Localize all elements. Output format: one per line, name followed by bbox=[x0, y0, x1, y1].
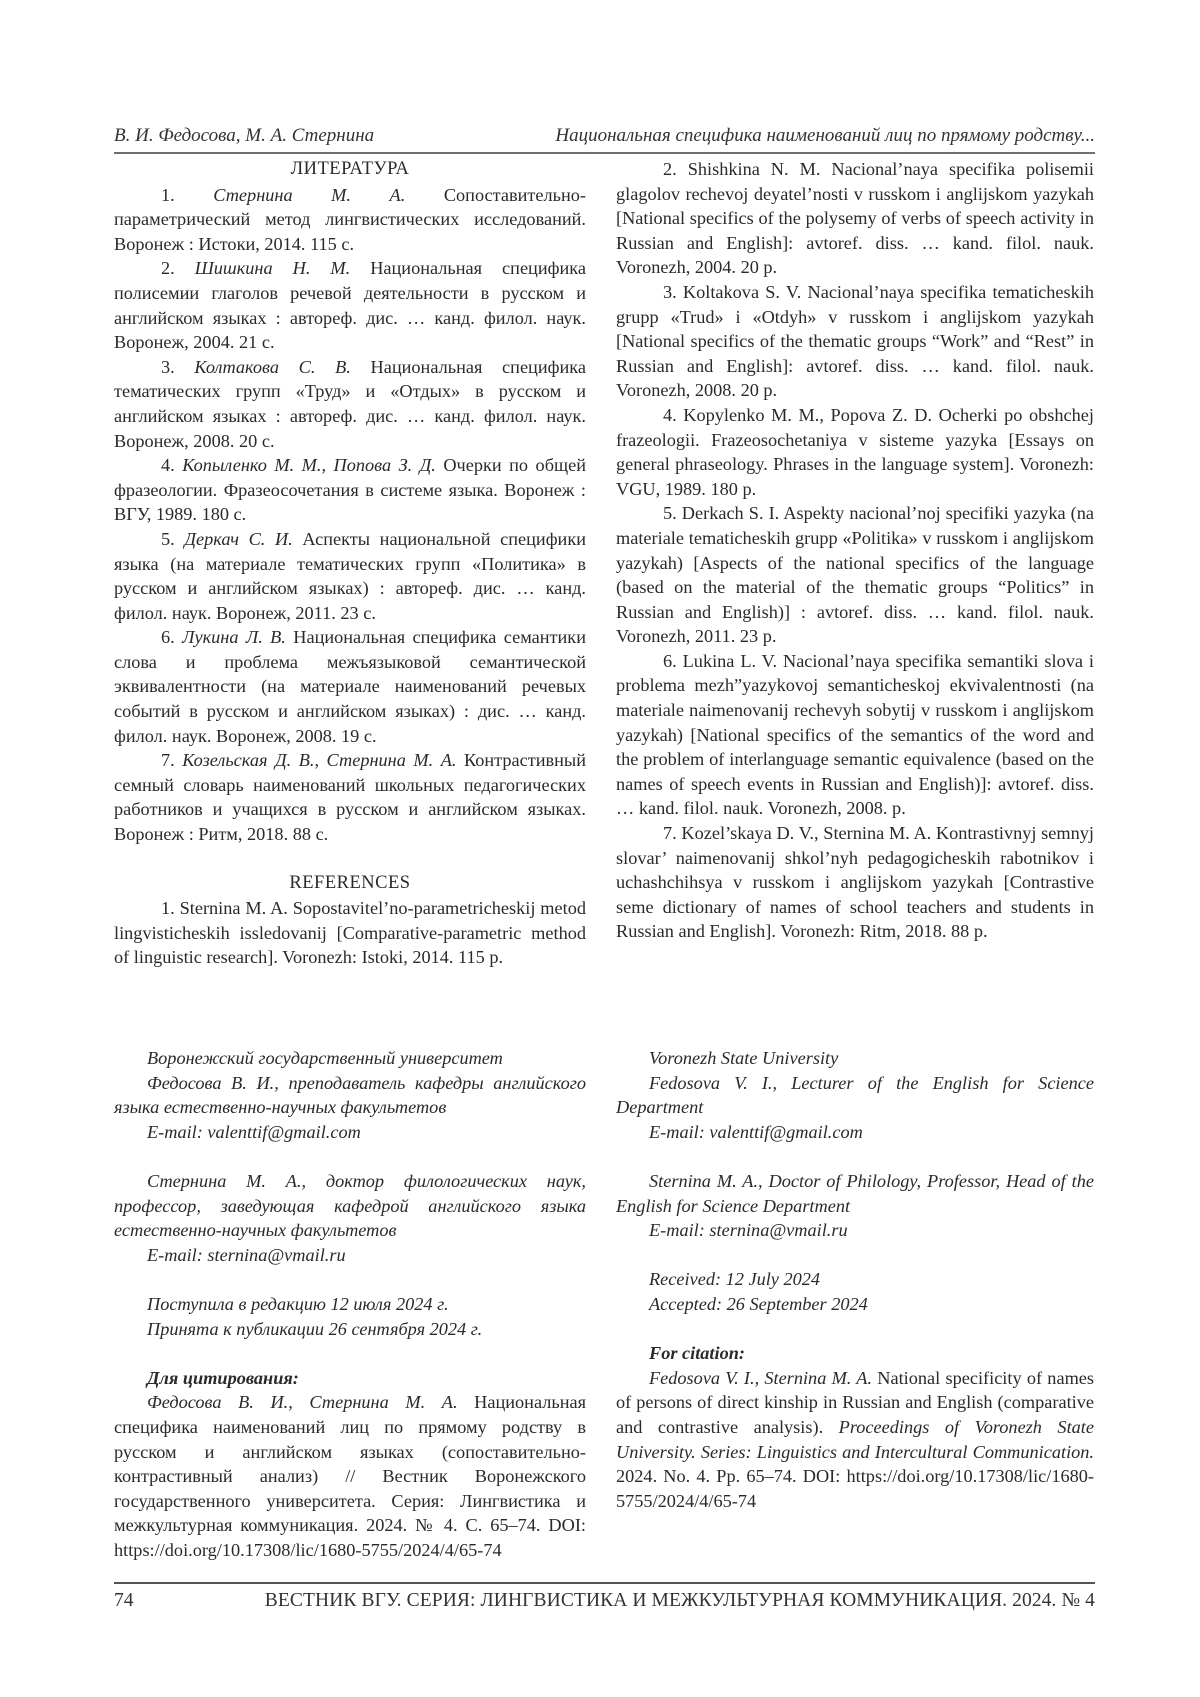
literature-item: 1. Стернина М. А. Сопоставительно-параметрический метод лингвистических исследований. Воронеж : Истоки, 2014. 115 с. bbox=[114, 184, 586, 254]
received-date: Received: 12 July 2024 bbox=[649, 1269, 821, 1290]
ref-author: Копыленко М. М., Попова З. Д. bbox=[182, 455, 436, 476]
reference-item: 2. Shishkina N. M. Nacional’naya specifika polisemii glagolov rechevoj deyatel’nosti v russkom i anglijskom yazykah [National specifics of the polysemy of verbs of speech activity in Russian and English]: avtoref. diss. … kand. filol. nauk. Voronezh, 2004. 20 p. bbox=[616, 159, 1094, 278]
reference-item: 1. Sternina M. A. Sopostavitel’no-parametricheskij metod lingvisticheskih issledovanij [Comparative-parametric method of linguistic research]. Voronezh: Istoki, 2014. 115 p. bbox=[114, 898, 586, 968]
reference-item: 7. Kozel’skaya D. V., Sternina M. A. Kontrastivnyj semnyj slovar’ naimenovanij shkol’nyh pedagogicheskih rabotnikov i uchashchihsya v russkom i anglijskom yazykah [Contrastive seme dictionary of names of school teachers and students in Russian and English]. Voronezh: Ritm, 2018. 88 p. bbox=[616, 823, 1094, 942]
author-email[interactable]: E-mail: sternina@vmail.ru bbox=[147, 1244, 346, 1265]
author-email[interactable]: E-mail: valenttif@gmail.com bbox=[147, 1121, 361, 1142]
received-date: Поступила в редакцию 12 июля 2024 г. bbox=[147, 1293, 449, 1314]
reference-item: 6. Lukina L. V. Nacional’naya specifika semantiki slova i problema mezh”yazykovoj semanticheskoj ekvivalentnosti (na materiale naimenovanij rechevyh sobytij v russkom i anglijskom yazykah) [National specifics of the semantics of the word and the problem of interlanguage semantic equivalence (based on the names of speech events in Russian and English)]: avtoref. diss. … kand. filol. nauk. Voronezh, 2008. p. bbox=[616, 650, 1094, 819]
reference-item: 4. Kopylenko M. M., Popova Z. D. Ocherki po obshchej frazeologii. Frazeosochetaniya v sisteme yazyka [Essays on general phraseology. Phrases in the language system]. Voronezh: VGU, 1989. 180 p. bbox=[616, 404, 1094, 499]
journal-title: ВЕСТНИК ВГУ. СЕРИЯ: ЛИНГВИСТИКА И МЕЖКУЛЬТУРНАЯ КОММУНИКАЦИЯ. 2024. № 4 bbox=[264, 1590, 1095, 1611]
citation-text: Fedosova V. I., Sternina M. A. National specificity of names of persons of direct kinship in Russian and English (comparative and contrastive analysis). Proceedings of Voronezh State University. Series: Linguistics and Intercultural Communication. 2024. No. 4. Pp. 65–74. DOI: https://doi.org/10.17308/lic/1680-5755/2024/4/65-74 bbox=[616, 1367, 1095, 1511]
citation-authors: Федосова В. И., Стернина М. А. bbox=[147, 1392, 458, 1413]
right-column bbox=[616, 157, 1094, 944]
citation-title: For citation: bbox=[649, 1343, 745, 1364]
affiliation-ru bbox=[114, 1046, 586, 1562]
citation-journal: Proceedings of Voronezh State University. Series: Linguistics and Intercultural Communication. bbox=[616, 1416, 1094, 1462]
footer-rule bbox=[114, 1582, 1095, 1584]
running-head bbox=[114, 125, 1095, 151]
literature-list bbox=[114, 183, 586, 847]
ref-author: Лукина Л. В. bbox=[182, 627, 286, 648]
affiliation-en bbox=[616, 1046, 1094, 1513]
reference-item: 5. Derkach S. I. Aspekty nacional’noj specifiki yazyka (na materiale tematicheskih grupp «Politika» v russkom i anglijskom yazykah) [Aspects of the national specifics of the language (based on the material of the thematic groups “Politics” in Russian and English)] : avtoref. diss. … kand. filol. nauk. Voronezh, 2011. 23 p. bbox=[616, 503, 1094, 647]
author-info: Fedosova V. I., Lecturer of the English for Science Department bbox=[616, 1072, 1094, 1118]
accepted-date: Accepted: 26 September 2024 bbox=[649, 1293, 868, 1314]
citation-text: Федосова В. И., Стернина М. А. Национальная специфика наименований лиц по прямому родству в русском и английском языках (сопоставительно-контрастивный анализ) // Вестник Воронежского государственного университета. Серия: Лингвистика и межкультурная коммуникация. 2024. № 4. С. 65–74. DOI: https://doi.org/10.17308/lic/1680-5755/2024/4/65-74 bbox=[114, 1392, 587, 1560]
author-info: Sternina M. A., Doctor of Philology, Professor, Head of the English for Science Department bbox=[616, 1170, 1094, 1216]
literature-item: 3. Колтакова С. В. Национальная специфика тематических групп «Труд» и «Отдых» в русском и английском языках : автореф. дис. … канд. филол. наук. Воронеж, 2008. 20 с. bbox=[114, 356, 586, 451]
page-number: 74 bbox=[114, 1590, 134, 1611]
university-name: Воронежский государственный университет bbox=[147, 1048, 503, 1068]
header-rule bbox=[114, 152, 1095, 154]
accepted-date: Принята к публикации 26 сентября 2024 г. bbox=[147, 1318, 483, 1339]
author-email[interactable]: E-mail: sternina@vmail.ru bbox=[649, 1220, 848, 1241]
running-head-title: Национальная специфика наименований лиц по прямому родству... bbox=[555, 125, 1095, 146]
ref-author: Козельская Д. В., Стернина М. А. bbox=[182, 750, 457, 771]
citation-doi[interactable]: 2024. No. 4. Pp. 65–74. DOI: https://doi.org/10.17308/lic/1680-5755/2024/4/65-74 bbox=[616, 1466, 1094, 1511]
running-head-authors: В. И. Федосова, М. А. Стернина bbox=[114, 125, 375, 146]
citation-authors: Fedosova V. I., Sternina M. A. bbox=[649, 1367, 873, 1388]
university-name: Voronezh State University bbox=[649, 1048, 839, 1068]
references-heading: REFERENCES bbox=[289, 872, 411, 893]
ref-author: Шишкина Н. М. bbox=[194, 258, 351, 279]
author-info: Стернина М. А., доктор филологических наук, профессор, заведующая кафедрой английского языка естественно-научных факультетов bbox=[114, 1170, 586, 1241]
ref-author: Стернина М. А. bbox=[213, 184, 406, 205]
literature-item: 5. Деркач С. И. Аспекты национальной специфики языка (на материале тематических групп «Политика» в русском и английском языках) : автореф. дис. … канд. филол. наук. Воронеж, 2011. 23 с. bbox=[114, 528, 586, 623]
author-info: Федосова В. И., преподаватель кафедры английского языка естественно-научных факультетов bbox=[114, 1072, 586, 1118]
literature-item: 2. Шишкина Н. М. Национальная специфика полисемии глаголов речевой деятельности в русском и английском языках : автореф. дис. … канд. филол. наук. Воронеж, 2004. 21 с. bbox=[114, 258, 586, 353]
literature-item: 6. Лукина Л. В. Национальная специфика семантики слова и проблема межъязыковой семантической эквивалентности (на материале наименований речевых событий в русском и английском языках) : дис. … канд. филол. наук. Воронеж, 2008. 19 с. bbox=[114, 627, 586, 746]
left-column bbox=[114, 157, 586, 970]
citation-title: Для цитирования: bbox=[147, 1367, 299, 1388]
literature-heading: ЛИТЕРАТУРА bbox=[290, 159, 410, 179]
literature-item: 4. Копыленко М. М., Попова З. Д. Очерки по общей фразеологии. Фразеосочетания в системе языка. Воронеж : ВГУ, 1989. 180 с. bbox=[114, 455, 586, 525]
literature-item: 7. Козельская Д. В., Стернина М. А. Контрастивный семный словарь наименований школьных педагогических работников и учащихся в русском и английском языках. Воронеж : Ритм, 2018. 88 с. bbox=[114, 750, 586, 845]
author-email[interactable]: E-mail: valenttif@gmail.com bbox=[649, 1121, 863, 1142]
ref-author: Деркач С. И. bbox=[184, 528, 293, 549]
ref-author: Колтакова С. В. bbox=[194, 356, 351, 377]
reference-item: 3. Koltakova S. V. Nacional’naya specifika tematicheskih grupp «Trud» i «Otdyh» v russkom i anglijskom yazykah [National specifics of the thematic groups “Work” and “Rest” in Russian and English]: avtoref. diss. … kand. filol. nauk. Voronezh, 2008. 20 p. bbox=[616, 281, 1094, 401]
